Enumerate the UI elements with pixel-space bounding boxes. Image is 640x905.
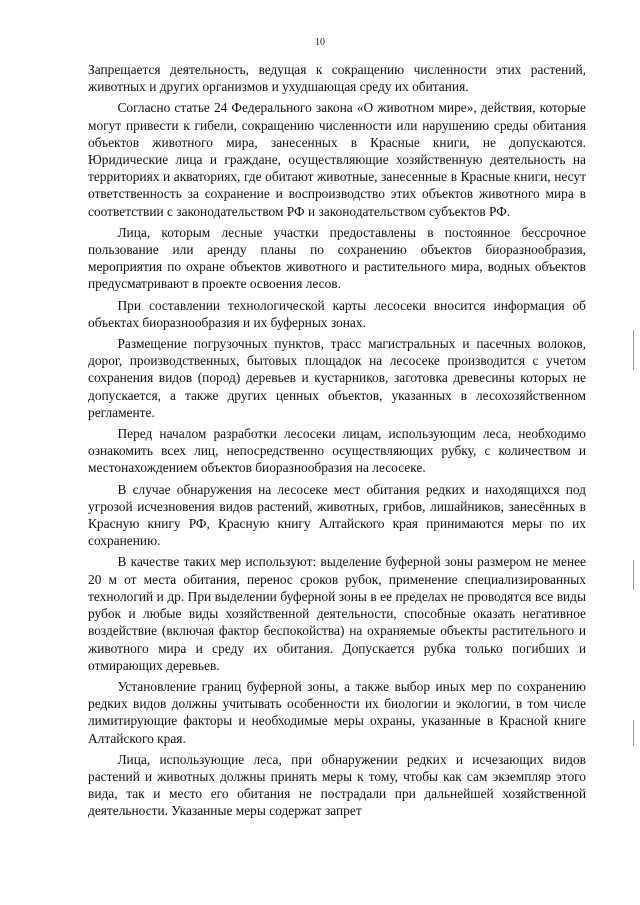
paragraph-5: Размещение погрузочных пунктов, трасс магистральных и пасечных волоков, дорог, производственных, бытовых площадок на лесосеке производится с учетом сохранения видов (пород) деревьев и кустарников, заготовка древесины которых не допускается, а также других ценных объектов, указанных в лесохозяйственном регламенте. xyxy=(88,336,586,420)
paragraph-2: Согласно статье 24 Федерального закона «О животном мире», действия, которые могут привести к гибели, сокращению численности или нарушению среды обитания объектов животного мира, занесенных в Красные книги, не допускаются. Юридические лица и граждане, осуществляющие хозяйственную деятельность на территориях и акваториях, где обитают животные, занесенные в Красные книги, несут ответственность за сохранение и воспроизводство этих объектов животного мира в соответствии с законодательством РФ и законодательством субъектов РФ. xyxy=(88,100,586,219)
scan-mark xyxy=(633,560,634,590)
scan-mark xyxy=(633,330,634,370)
paragraph-1: Запрещается деятельность, ведущая к сокращению численности этих растений, животных и других организмов и ухудшающая среду их обитания. xyxy=(88,62,586,95)
scan-mark xyxy=(633,720,634,746)
paragraph-3: Лица, которым лесные участки предоставлены в постоянное бессрочное пользование или аренду планы по сохранению объектов биоразнообразия, мероприятия по охране объектов животного и растительного мира, водных объектов предусматривают в проекте освоения лесов. xyxy=(88,224,586,292)
paragraph-6: Перед началом разработки лесосеки лицам, использующим леса, необходимо ознакомить всех лиц, непосредственно осуществляющих рубку, с количеством и местонахождением объектов биоразнообразия на лесосеке. xyxy=(88,426,586,476)
body-text xyxy=(88,61,586,824)
paragraph-10: Лица, использующие леса, при обнаружении редких и исчезающих видов растений и животных должны принять меры к тому, чтобы как сам экземпляр этого вида, так и место его обитания не пострадали при дальнейшей хозяйственной деятельности. Указанные меры содержат запрет xyxy=(88,751,586,819)
paragraph-7: В случае обнаружения на лесосеке мест обитания редких и находящихся под угрозой исчезновения видов растений, животных, грибов, лишайников, занесённых в Красную книгу РФ, Красную книгу Алтайского края принимаются меры по их сохранению. xyxy=(88,481,586,549)
paragraph-8: В качестве таких мер используют: выделение буферной зоны размером не менее 20 м от места обитания, перенос сроков рубок, применение специализированных технологий и др. При выделении буферной зоны в ее пределах не проводятся все виды рубок и любые виды хозяйственной деятельности, способные оказать негативное воздействие (включая фактор беспокойства) на охраняемые объекты растительного и животного мира и среду их обитания. Допускается рубка только погибших и отмирающих деревьев. xyxy=(88,554,586,673)
paragraph-9: Установление границ буферной зоны, а также выбор иных мер по сохранению редких видов должны учитывать особенности их биологии и экологии, в том числе лимитирующие факторы и необходимые меры охраны, указанные в Красной книге Алтайского края. xyxy=(88,678,586,746)
page-number: 10 xyxy=(315,37,325,48)
scan-edge-marks xyxy=(628,0,640,905)
paragraph-4: При составлении технологической карты лесосеки вносится информация об объектах биоразнообразия и их буферных зонах. xyxy=(88,297,586,330)
